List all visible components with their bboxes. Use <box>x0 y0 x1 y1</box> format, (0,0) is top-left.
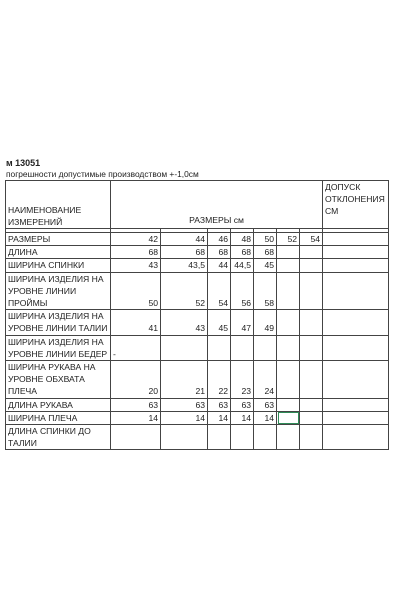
table-row <box>6 310 389 335</box>
tolerance-cell[interactable] <box>323 246 389 259</box>
size-value-cell[interactable]: 14 <box>208 411 231 424</box>
measurement-table <box>5 180 389 450</box>
size-value-cell[interactable]: 58 <box>254 272 277 310</box>
size-value-cell[interactable] <box>300 411 323 424</box>
table-row <box>6 233 389 246</box>
size-value-cell[interactable]: 45 <box>254 259 277 272</box>
size-value-cell[interactable] <box>300 272 323 310</box>
tolerance-cell[interactable] <box>323 233 389 246</box>
table-row <box>6 259 389 272</box>
size-value-cell[interactable]: 44 <box>208 259 231 272</box>
size-value-cell[interactable] <box>277 361 300 399</box>
size-value-cell[interactable] <box>254 425 277 450</box>
table-row <box>6 411 389 424</box>
header-sizes-cell[interactable]: РАЗМЕРЫ см <box>111 181 323 229</box>
size-value-cell[interactable] <box>300 398 323 411</box>
size-value-cell[interactable] <box>161 335 208 360</box>
size-value-cell[interactable] <box>277 398 300 411</box>
size-value-cell[interactable] <box>208 425 231 450</box>
table-row <box>6 361 389 399</box>
measurement-name-cell[interactable]: ДЛИНА СПИНКИ ДО ТАЛИИ <box>6 425 111 450</box>
tolerance-cell[interactable] <box>323 411 389 424</box>
size-value-cell[interactable]: 63 <box>231 398 254 411</box>
size-value-cell[interactable]: 68 <box>254 246 277 259</box>
tolerance-cell[interactable] <box>323 272 389 310</box>
size-value-cell[interactable]: 63 <box>161 398 208 411</box>
size-value-cell[interactable]: 43 <box>111 259 161 272</box>
size-value-cell[interactable]: 52 <box>277 233 300 246</box>
size-value-cell[interactable]: 14 <box>161 411 208 424</box>
size-value-cell[interactable]: 68 <box>161 246 208 259</box>
size-value-cell[interactable]: 49 <box>254 310 277 335</box>
size-value-cell[interactable]: 21 <box>161 361 208 399</box>
size-value-cell[interactable]: 63 <box>111 398 161 411</box>
size-value-cell[interactable]: 43,5 <box>161 259 208 272</box>
size-value-cell[interactable]: 41 <box>111 310 161 335</box>
size-value-cell[interactable] <box>300 425 323 450</box>
size-value-cell[interactable] <box>300 335 323 360</box>
size-value-cell[interactable]: 56 <box>231 272 254 310</box>
size-value-cell[interactable] <box>161 425 208 450</box>
size-value-cell[interactable]: 44,5 <box>231 259 254 272</box>
size-value-cell[interactable]: 52 <box>161 272 208 310</box>
size-value-cell[interactable]: 23 <box>231 361 254 399</box>
size-value-cell[interactable] <box>277 259 300 272</box>
table-row <box>6 246 389 259</box>
measurement-name-cell[interactable]: ШИРИНА СПИНКИ <box>6 259 111 272</box>
table-row <box>6 272 389 310</box>
size-value-cell[interactable] <box>300 246 323 259</box>
size-value-cell[interactable] <box>277 425 300 450</box>
size-value-cell[interactable]: 24 <box>254 361 277 399</box>
tolerance-cell[interactable] <box>323 425 389 450</box>
size-value-cell[interactable] <box>300 259 323 272</box>
tolerance-cell[interactable] <box>323 398 389 411</box>
size-value-cell[interactable]: 68 <box>231 246 254 259</box>
size-value-cell[interactable]: 63 <box>208 398 231 411</box>
header-row <box>6 181 389 229</box>
tolerance-cell[interactable] <box>323 335 389 360</box>
tolerance-note: погрешности допустимые производством +-1,0см <box>6 169 199 179</box>
measurement-name-cell[interactable]: ШИРИНА ИЗДЕЛИЯ НА УРОВНЕ ЛИНИИ ПРОЙМЫ <box>6 272 111 310</box>
measurement-name-cell[interactable]: ШИРИНА ИЗДЕЛИЯ НА УРОВНЕ ЛИНИИ ТАЛИИ <box>6 310 111 335</box>
size-value-cell[interactable]: 14 <box>254 411 277 424</box>
size-value-cell[interactable]: 47 <box>231 310 254 335</box>
size-value-cell[interactable] <box>277 411 300 424</box>
measurement-name-cell[interactable]: ШИРИНА ИЗДЕЛИЯ НА УРОВНЕ ЛИНИИ БЕДЕР <box>6 335 111 360</box>
size-value-cell[interactable]: 50 <box>111 272 161 310</box>
size-value-cell[interactable]: 63 <box>254 398 277 411</box>
table-row <box>6 398 389 411</box>
table-row <box>6 425 389 450</box>
size-value-cell[interactable] <box>300 361 323 399</box>
size-value-cell[interactable]: 46 <box>208 233 231 246</box>
size-value-cell[interactable]: 44 <box>161 233 208 246</box>
size-value-cell[interactable]: 20 <box>111 361 161 399</box>
size-value-cell[interactable] <box>111 425 161 450</box>
size-value-cell[interactable]: 45 <box>208 310 231 335</box>
tolerance-cell[interactable] <box>323 310 389 335</box>
size-value-cell[interactable]: 68 <box>111 246 161 259</box>
size-value-cell[interactable]: 14 <box>111 411 161 424</box>
size-value-cell[interactable] <box>300 310 323 335</box>
header-tolerance-cell[interactable]: ДОПУСК ОТКЛОНЕНИЯ СМ <box>323 181 389 229</box>
size-value-cell[interactable]: 22 <box>208 361 231 399</box>
size-value-cell[interactable]: - <box>111 335 161 360</box>
document-title: м 13051 <box>6 158 41 168</box>
header-name-cell[interactable]: НАИМЕНОВАНИЕ ИЗМЕРЕНИЙ <box>6 181 111 229</box>
size-value-cell[interactable] <box>231 425 254 450</box>
measurement-name-cell[interactable]: ДЛИНА РУКАВА <box>6 398 111 411</box>
size-value-cell[interactable] <box>208 335 231 360</box>
size-value-cell[interactable]: 43 <box>161 310 208 335</box>
size-value-cell[interactable]: 54 <box>208 272 231 310</box>
size-value-cell[interactable]: 14 <box>231 411 254 424</box>
tolerance-cell[interactable] <box>323 259 389 272</box>
size-value-cell[interactable] <box>254 335 277 360</box>
size-value-cell[interactable] <box>277 246 300 259</box>
measurement-name-cell[interactable]: ДЛИНА <box>6 246 111 259</box>
size-value-cell[interactable]: 54 <box>300 233 323 246</box>
size-value-cell[interactable]: 68 <box>208 246 231 259</box>
measurement-name-cell[interactable]: ШИРИНА РУКАВА НА УРОВНЕ ОБХВАТА ПЛЕЧА <box>6 361 111 399</box>
size-value-cell[interactable]: 50 <box>254 233 277 246</box>
size-value-cell[interactable]: 48 <box>231 233 254 246</box>
tolerance-cell[interactable] <box>323 361 389 399</box>
size-value-cell[interactable] <box>231 335 254 360</box>
measurement-name-cell[interactable]: РАЗМЕРЫ <box>6 233 111 246</box>
size-value-cell[interactable] <box>277 272 300 310</box>
measurement-name-cell[interactable]: ШИРИНА ПЛЕЧА <box>6 411 111 424</box>
size-value-cell[interactable]: 42 <box>111 233 161 246</box>
size-value-cell[interactable] <box>277 335 300 360</box>
table-row <box>6 335 389 360</box>
size-value-cell[interactable] <box>277 310 300 335</box>
